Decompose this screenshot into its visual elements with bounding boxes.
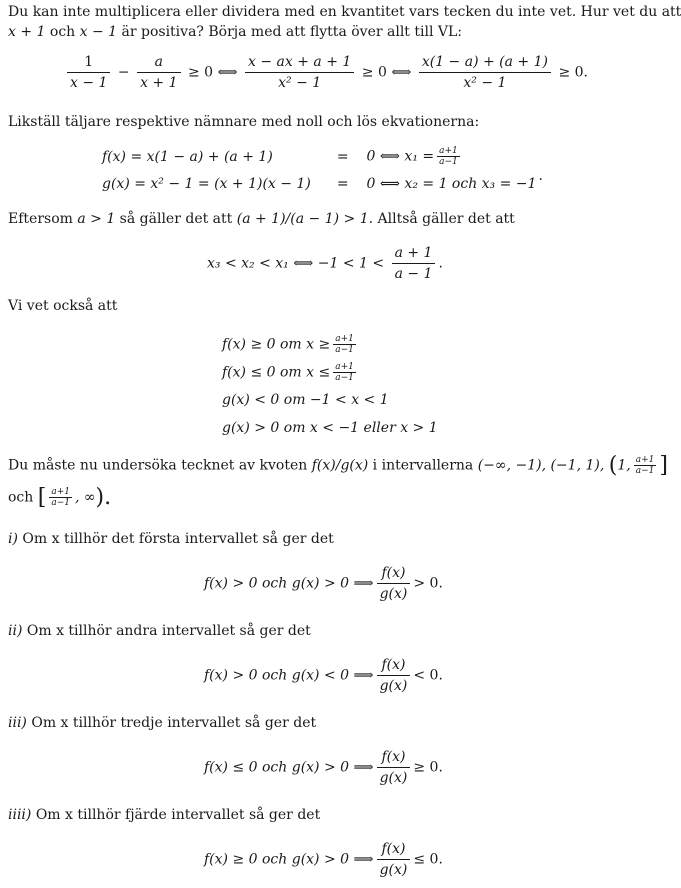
case-4-equation: f(x) ≥ 0 och g(x) > 0 ⟹ $\frac{f(x)}{g(x)}$ ≤ 0. bbox=[204, 841, 443, 878]
case-1-equation: f(x) > 0 och g(x) > 0 ⟹ $\frac{f(x)}{g(x)}$ > 0. bbox=[204, 565, 443, 602]
system-dot: . bbox=[538, 167, 543, 184]
system-f-right: 0 ⟺ x₁ = bbox=[366, 148, 435, 165]
intro-line-2 bbox=[8, 23, 653, 42]
case-4-text: iiii) Om x tillhör fjärde intervallet så ger det bbox=[8, 807, 321, 823]
system-g-eq: = bbox=[336, 175, 349, 192]
condition-g-neg: g(x) < 0 om −1 < x < 1 bbox=[222, 392, 389, 408]
sign-conditions bbox=[222, 330, 438, 442]
case-3-text: iii) Om x tillhör tredje intervallet så ger det bbox=[8, 715, 317, 731]
intro-expr-x-plus-1: x + 1 bbox=[8, 24, 46, 40]
paragraph-investigate-line-2: och [ $\frac{a+1}{a-1}$ , ∞). bbox=[8, 485, 112, 510]
case-3-equation: f(x) ≤ 0 och g(x) > 0 ⟹ $\frac{f(x)}{g(x)}$ ≥ 0. bbox=[204, 749, 443, 786]
relation-2: ≥ 0 ⟺ bbox=[361, 64, 412, 81]
paragraph-equate-zero: Likställ täljare respektive nämnare med noll och lös ekvationerna: bbox=[8, 114, 480, 130]
minus-sign: − bbox=[117, 64, 130, 81]
intro-text-rest: är positiva? Börja med att flytta över allt till VL: bbox=[117, 24, 463, 40]
equation-ordering: x₃ < x₂ < x₁ ⟺ −1 < 1 < $\frac{a + 1}{a - 1}$ . bbox=[207, 245, 443, 282]
intro-expr-x-minus-1: x − 1 bbox=[79, 24, 118, 40]
case-2-text: ii) Om x tillhör andra intervallet så ger det bbox=[8, 623, 311, 639]
system-f-left: f(x) = x(1 − a) + (a + 1) bbox=[102, 148, 273, 165]
system-f-eq: = bbox=[336, 148, 349, 165]
system-row-g bbox=[98, 170, 545, 197]
condition-f-nonpos: f(x) ≤ 0 om x ≤ $\frac{a+1}{a-1}$ bbox=[222, 361, 354, 383]
paragraph-we-know: Vi vet också att bbox=[8, 298, 118, 314]
intro-line-1: Du kan inte multiplicera eller dividera med en kvantitet vars tecken du inte vet. Hur vet du att bbox=[8, 4, 681, 20]
condition-f-nonneg: f(x) ≥ 0 om x ≥ $\frac{a+1}{a-1}$ bbox=[222, 333, 354, 355]
paragraph-since: Eftersom a > 1 så gäller det att (a + 1)/(a − 1) > 1. Alltså gäller det att bbox=[8, 211, 515, 227]
case-1-text: i) Om x tillhör det första intervallet så ger det bbox=[8, 531, 334, 547]
fraction-ordering: $\frac{a + 1}{a - 1}$ bbox=[392, 243, 436, 284]
fraction-x1: $\frac{a+1}{a-1}$ bbox=[439, 146, 458, 167]
intro-text-och: och bbox=[45, 24, 80, 40]
condition-g-pos: g(x) > 0 om x < −1 eller x > 1 bbox=[222, 420, 438, 436]
equation-move-to-left bbox=[64, 52, 588, 93]
fraction-combined: $\frac{x - ax + a + 1}{\text{x² − 1}}$ bbox=[245, 52, 354, 93]
paragraph-investigate-line-1: Du måste nu undersöka tecknet av kvoten f(x)/g(x) i intervallerna (−∞, −1), (−1, 1), (1, $\frac{a+1}{a-1}$ ] bbox=[8, 453, 668, 478]
fraction-1-over-x-minus-1: $\frac{1}{x - 1}$ bbox=[67, 52, 110, 93]
fraction-factored: $\frac{x(1 - a) + (a + 1)}{\text{x² − 1}}$ bbox=[419, 52, 551, 93]
system-g-right: 0 ⟺ x₂ = 1 och x₃ = −1 bbox=[366, 175, 537, 192]
relation-1: ≥ 0 ⟺ bbox=[187, 64, 238, 81]
system-row-f bbox=[98, 143, 545, 170]
equation-system bbox=[98, 143, 545, 197]
system-g-left: g(x) = x² − 1 = (x + 1)(x − 1) bbox=[102, 175, 311, 192]
expr-a-gt-1: a > 1 bbox=[77, 211, 116, 227]
ordering-left: x₃ < x₂ < x₁ ⟺ −1 < 1 < bbox=[207, 255, 385, 272]
case-2-equation: f(x) > 0 och g(x) < 0 ⟹ $\frac{f(x)}{g(x)}$ < 0. bbox=[204, 657, 443, 694]
expr-ratio-gt-1: (a + 1)/(a − 1) > 1 bbox=[236, 211, 369, 227]
relation-3: ≥ 0. bbox=[558, 64, 588, 81]
fraction-a-over-x-plus-1: $\frac{a}{x + 1}$ bbox=[137, 52, 180, 93]
